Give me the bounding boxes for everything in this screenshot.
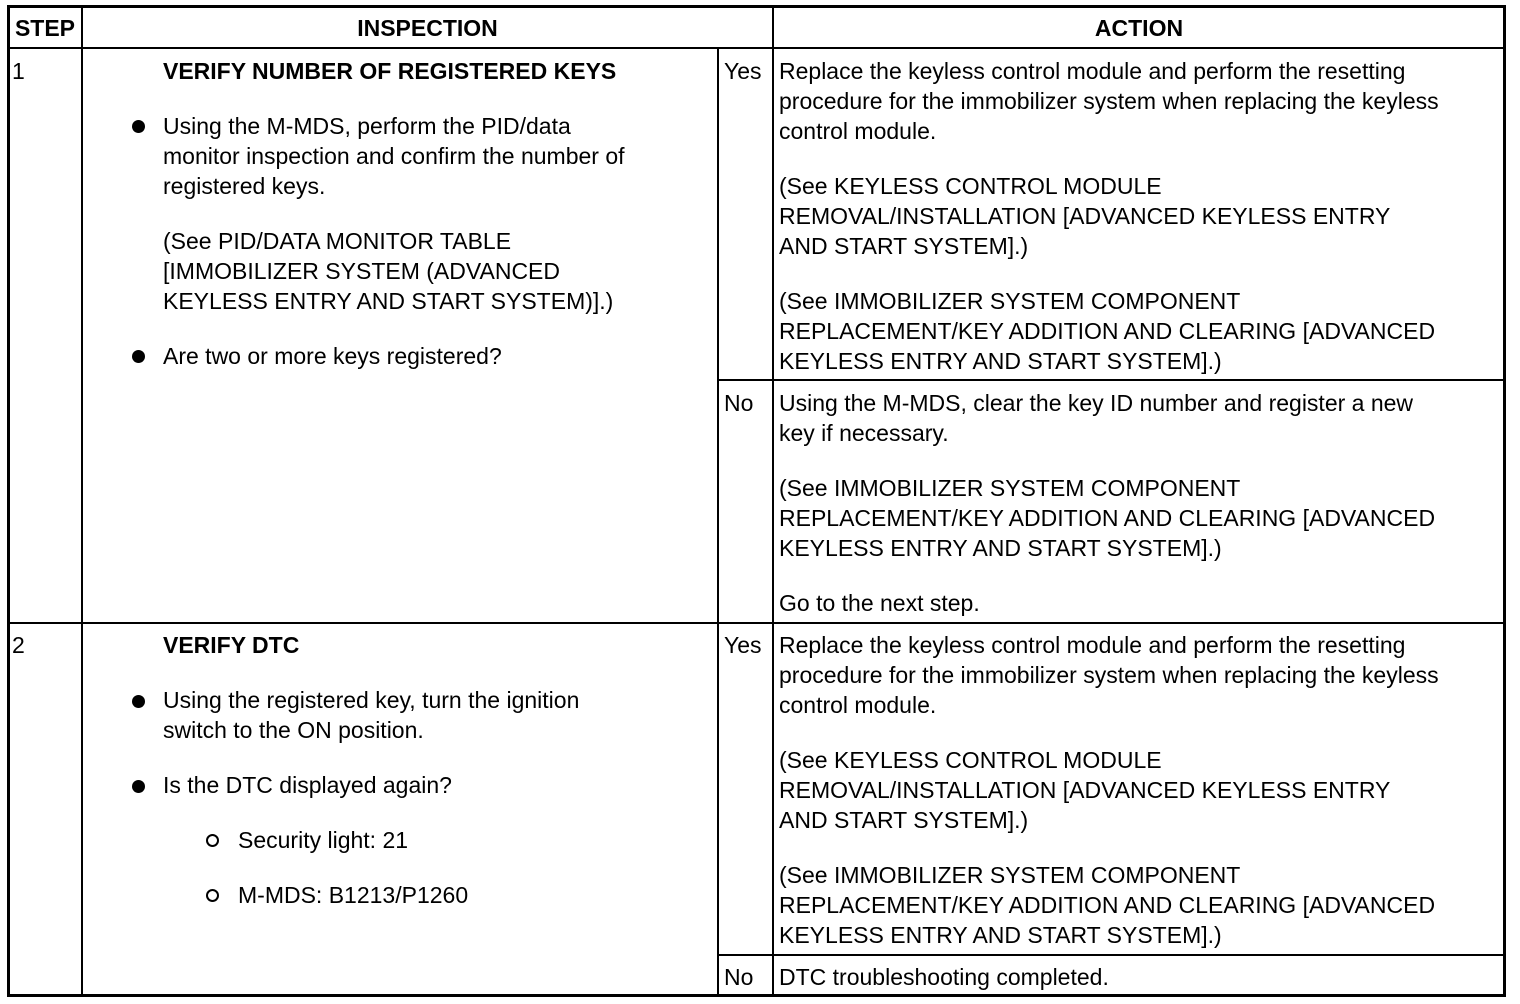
- bullet-icon: [132, 350, 145, 363]
- inspection-bullet: Using the M-MDS, perform the PID/data monitor inspection and confirm the number of registered keys.: [163, 113, 625, 199]
- action-paragraph: Replace the keyless control module and perform the resetting procedure for the immobilizer system when replacing the keyless control module.: [779, 632, 1439, 718]
- header-step: STEP: [14, 15, 76, 41]
- inspection-bullet: Are two or more keys registered?: [163, 343, 502, 369]
- step-number: 2: [12, 632, 25, 658]
- divider-step2-yesno: [717, 954, 1504, 956]
- yes-label: Yes: [724, 632, 762, 658]
- action-paragraph: (See IMMOBILIZER SYSTEM COMPONENT REPLACEMENT/KEY ADDITION AND CLEARING [ADVANCED KEYLESS ENTRY AND START SYSTEM].): [779, 288, 1436, 374]
- divider-action-col: [772, 7, 774, 995]
- step-number: 1: [12, 58, 25, 84]
- header-inspection: INSPECTION: [357, 15, 498, 41]
- inspection-reference: (See PID/DATA MONITOR TABLE [IMMOBILIZER SYSTEM (ADVANCED KEYLESS ENTRY AND START SYSTEM)].): [163, 228, 614, 314]
- sub-bullet-icon: [206, 889, 219, 902]
- inspection-sub-bullet: M-MDS: B1213/P1260: [238, 882, 469, 908]
- no-label: No: [724, 964, 754, 990]
- action-paragraph: Replace the keyless control module and perform the resetting procedure for the immobilizer system when replacing the keyless control module.: [779, 58, 1439, 144]
- inspection-bullet: Is the DTC displayed again?: [163, 772, 452, 798]
- bullet-icon: [132, 120, 145, 133]
- divider-step1-yesno: [717, 379, 1504, 381]
- action-paragraph: (See KEYLESS CONTROL MODULE REMOVAL/INSTALLATION [ADVANCED KEYLESS ENTRY AND START SYSTEM].): [779, 747, 1391, 833]
- action-paragraph: Go to the next step.: [779, 590, 980, 616]
- inspection-sub-bullet: Security light: 21: [238, 827, 409, 853]
- step-title: VERIFY NUMBER OF REGISTERED KEYS: [163, 58, 617, 84]
- action-paragraph: DTC troubleshooting completed.: [779, 964, 1109, 990]
- bullet-icon: [132, 780, 145, 793]
- inspection-bullet: Using the registered key, turn the ignition switch to the ON position.: [163, 687, 580, 743]
- action-paragraph: (See KEYLESS CONTROL MODULE REMOVAL/INSTALLATION [ADVANCED KEYLESS ENTRY AND START SYSTEM].): [779, 173, 1391, 259]
- yes-label: Yes: [724, 58, 762, 84]
- action-paragraph: Using the M-MDS, clear the key ID number and register a new key if necessary.: [779, 390, 1414, 446]
- no-label: No: [724, 390, 754, 416]
- action-paragraph: (See IMMOBILIZER SYSTEM COMPONENT REPLACEMENT/KEY ADDITION AND CLEARING [ADVANCED KEYLESS ENTRY AND START SYSTEM].): [779, 475, 1436, 561]
- sub-bullet-icon: [206, 834, 219, 847]
- divider-yesno-col: [717, 48, 719, 995]
- action-paragraph: (See IMMOBILIZER SYSTEM COMPONENT REPLACEMENT/KEY ADDITION AND CLEARING [ADVANCED KEYLESS ENTRY AND START SYSTEM].): [779, 862, 1436, 948]
- header-action: ACTION: [1094, 15, 1184, 41]
- step-title: VERIFY DTC: [163, 632, 300, 658]
- divider-step-row: [9, 622, 1504, 624]
- divider-step-col: [81, 7, 83, 995]
- bullet-icon: [132, 695, 145, 708]
